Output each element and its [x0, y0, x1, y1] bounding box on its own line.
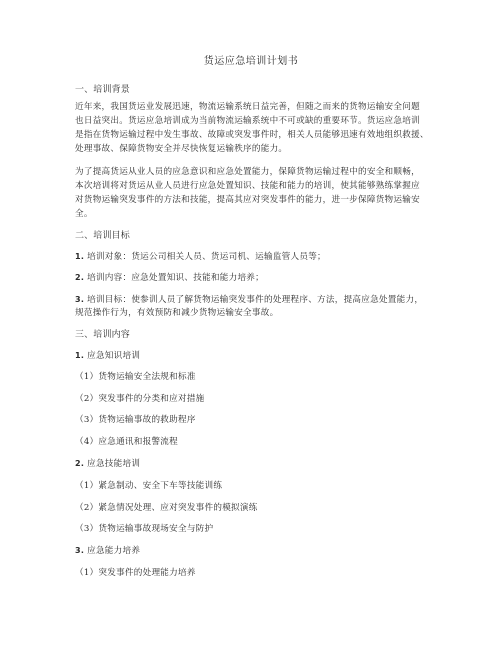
item-text: 培训内容：应急处置知识、技能和能力培养；: [87, 273, 264, 283]
item-number: 1.: [75, 252, 85, 261]
sub-item: （3）货物运输事故的救助程序: [75, 415, 196, 425]
sub-item: （4）应急通讯和报警流程: [75, 437, 178, 447]
section-heading-content: 三、培训内容: [75, 330, 130, 340]
paragraph-line: 全。: [75, 209, 93, 219]
document-title: 货运应急培训计划书: [203, 56, 299, 67]
paragraph-line: 为了提高货运从业人员的应急意识和应急处置能力，保障货物运输过程中的安全和顺畅，: [75, 167, 420, 177]
sub-item: （2）突发事件的分类和应对措施: [75, 394, 205, 404]
list-item: [75, 251, 326, 263]
group-title: [75, 350, 140, 362]
sub-item: （2）紧急情况处理、应对突发事件的模拟演练: [75, 503, 258, 513]
list-item: [75, 294, 423, 306]
group-title: [75, 458, 140, 470]
group-number: 2.: [75, 459, 85, 468]
sub-item: （1）突发事件的处理能力培养: [75, 568, 196, 578]
paragraph-line: 对货物运输突发事件的方法和技能，提高其应对突发事件的能力，进一步保障货物运输安: [75, 195, 420, 205]
group-title-text: 应急技能培训: [87, 459, 141, 469]
section-heading-background: 一、培训背景: [75, 85, 130, 95]
group-number: 1.: [75, 351, 85, 360]
group-title: [75, 545, 140, 557]
sub-item: （3）货物运输事故现场安全与防护: [75, 524, 214, 534]
item-text: 培训目标：使参训人员了解货物运输突发事件的处理程序、方法，提高应急处置能力，: [87, 295, 424, 305]
paragraph-line: 本次培训将对货运从业人员进行应急处置知识、技能和能力的培训，使其能够熟练掌握应: [75, 181, 420, 191]
group-title-text: 应急能力培养: [87, 546, 141, 556]
paragraph-line: 是指在货物运输过程中发生事故、故障或突发事件时，相关人员能够迅速有效地组织救援、: [75, 130, 429, 140]
group-number: 3.: [75, 546, 85, 555]
paragraph-line: 近年来，我国货运业发展迅速，物流运输系统日益完善，但随之而来的货物运输安全问题: [75, 102, 420, 112]
item-number: 2.: [75, 273, 85, 282]
item-number: 3.: [75, 295, 85, 304]
sub-item: （1）货物运输安全法规和标准: [75, 372, 196, 382]
sub-item: （1）紧急制动、安全下车等技能训练: [75, 481, 223, 491]
list-item: [75, 272, 264, 284]
item-text: 培训对象：货运公司相关人员、货运司机、运输监管人员等；: [87, 252, 326, 262]
list-item-continuation: 规范操作行为，有效预防和减少货物运输安全事故。: [75, 308, 279, 318]
group-title-text: 应急知识培训: [87, 351, 141, 361]
paragraph-line: 也日益突出。货运应急培训成为当前物流运输系统中不可或缺的重要环节。货运应急培训: [75, 116, 420, 126]
section-heading-goals: 二、培训目标: [75, 231, 130, 241]
paragraph-line: 处理事故、保障货物安全并尽快恢复运输秩序的能力。: [75, 144, 288, 154]
